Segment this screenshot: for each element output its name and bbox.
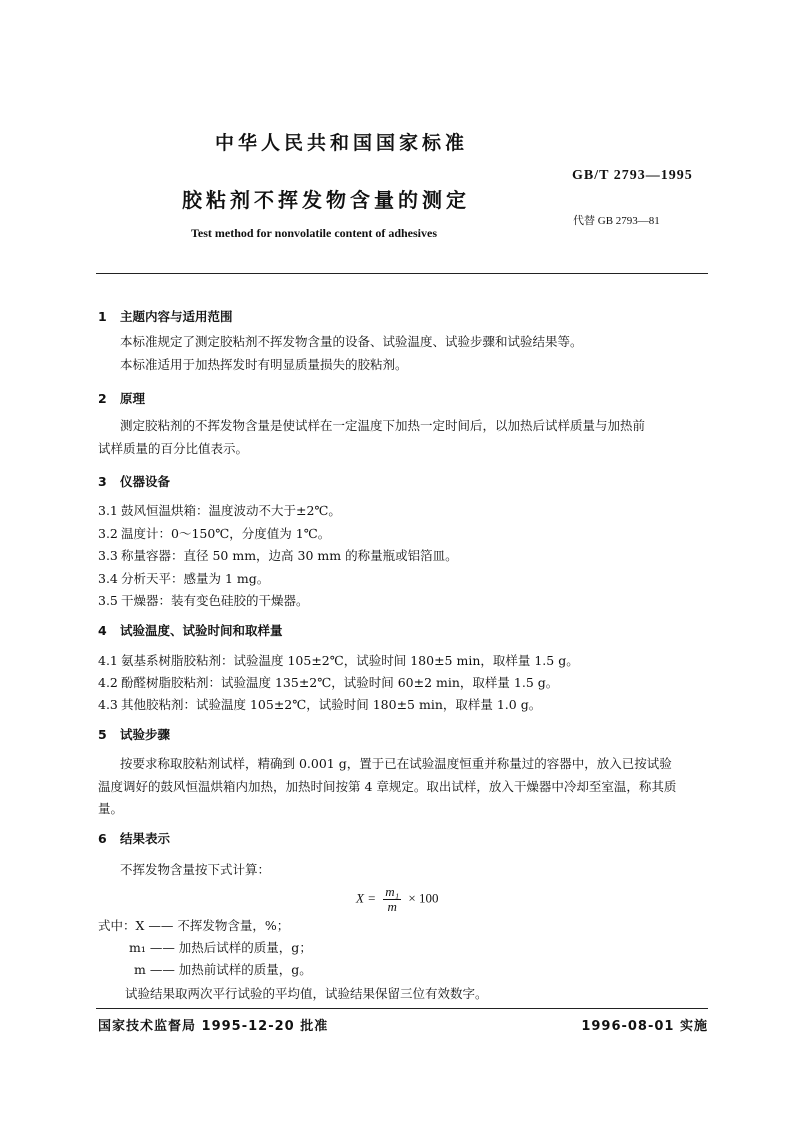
formula-where-m1: m₁ —— 加热后试样的质量，g；: [129, 940, 312, 955]
list-item: [98, 695, 541, 713]
item-number: 3.4: [98, 571, 118, 586]
formula-lhs: X =: [356, 890, 376, 906]
section-5-para-line-1: 按要求称取胶粘剂试样，精确到 0.001 g，置于已在试验温度恒重并称量过的容器中，放入已按试验: [120, 756, 672, 771]
section-title: 主题内容与适用范围: [120, 309, 233, 324]
item-number: 3.2: [98, 526, 118, 541]
section-1-para-1: 本标准规定了测定胶粘剂不挥发物含量的设备、试验温度、试验步骤和试验结果等。: [120, 334, 583, 349]
list-item: [98, 569, 269, 587]
item-text: 温度计：0～150℃，分度值为 1℃。: [121, 526, 331, 541]
item-text: 酚醛树脂胶粘剂：试验温度 135±2℃，试验时间 60±2 min，取样量 1.5 g。: [121, 675, 559, 690]
item-number: 3.3: [98, 548, 118, 563]
formula-fraction: [383, 885, 401, 914]
footer-rule: [96, 1008, 708, 1009]
item-text: 分析天平：感量为 1 mg。: [121, 571, 270, 586]
item-text: 鼓风恒温烘箱：温度波动不大于±2℃。: [121, 503, 341, 518]
section-number: 4: [98, 623, 107, 638]
section-title: 试验温度、试验时间和取样量: [120, 623, 283, 638]
section-1-heading: [98, 307, 233, 325]
section-title: 原理: [120, 391, 146, 406]
section-2-para-line-1: 测定胶粘剂的不挥发物含量是使试样在一定温度下加热一定时间后，以加热后试样质量与加热前: [120, 418, 646, 433]
list-item: [98, 546, 458, 564]
formula-numerator: m₁: [385, 884, 400, 899]
item-number: 3.1: [98, 503, 118, 518]
section-number: 1: [98, 309, 107, 324]
national-standard-heading: 中华人民共和国国家标准: [215, 132, 469, 154]
section-title: 结果表示: [120, 831, 171, 846]
item-text: 氨基系树脂胶粘剂：试验温度 105±2℃，试验时间 180±5 min，取样量 1.5 g。: [121, 653, 579, 668]
item-text: 干燥器：装有变色硅胶的干燥器。: [121, 593, 309, 608]
standard-number: GB/T 2793—1995: [572, 168, 693, 183]
section-5-para-line-2: 温度调好的鼓风恒温烘箱内加热，加热时间按第 4 章规定。取出试样，放入干燥器中冷却至室温，称其质: [98, 779, 677, 794]
item-number: 4.2: [98, 675, 118, 690]
document-title-en: Test method for nonvolatile content of adhesives: [191, 226, 437, 240]
section-number: 3: [98, 474, 107, 489]
approval-note: 国家技术监督局 1995-12-20 批准: [98, 1019, 329, 1034]
header-rule: [96, 273, 708, 274]
formula-intro: 不挥发物含量按下式计算：: [120, 862, 271, 877]
section-5-para-line-3: 量。: [98, 801, 124, 816]
list-item: [98, 524, 330, 542]
formula: [356, 885, 438, 914]
section-3-heading: [98, 472, 170, 490]
item-number: 4.3: [98, 697, 118, 712]
section-number: 5: [98, 727, 107, 742]
item-text: 称量容器：直径 50 mm，边高 30 mm 的称量瓶或铝箔皿。: [121, 548, 458, 563]
formula-rhs: × 100: [408, 890, 439, 906]
section-number: 2: [98, 391, 107, 406]
implementation-date: 1996-08-01 实施: [581, 1019, 708, 1034]
item-number: 3.5: [98, 593, 118, 608]
section-4-heading: [98, 621, 283, 639]
formula-where-m: m —— 加热前试样的质量，g。: [134, 962, 312, 977]
item-text: 其他胶粘剂：试验温度 105±2℃，试验时间 180±5 min，取样量 1.0 g。: [121, 697, 542, 712]
section-1-para-2: 本标准适用于加热挥发时有明显质量损失的胶粘剂。: [120, 357, 408, 372]
section-2-para-line-2: 试样质量的百分比值表示。: [98, 441, 249, 456]
list-item: [98, 591, 309, 609]
item-number: 4.1: [98, 653, 118, 668]
document-title-cn: 胶粘剂不挥发物含量的测定: [182, 188, 470, 212]
section-title: 仪器设备: [120, 474, 171, 489]
section-2-heading: [98, 389, 145, 407]
list-item: [98, 501, 341, 519]
section-title: 试验步骤: [120, 727, 171, 742]
section-5-heading: [98, 725, 170, 743]
replaces-note: 代替 GB 2793—81: [573, 215, 660, 227]
formula-denominator: m: [387, 899, 397, 914]
list-item: [98, 673, 558, 691]
formula-where-x: 式中：X —— 不挥发物含量，%；: [98, 918, 290, 933]
list-item: [98, 651, 579, 669]
conclusion-text: 试验结果取两次平行试验的平均值，试验结果保留三位有效数字。: [125, 986, 488, 1001]
section-6-heading: [98, 829, 170, 847]
section-number: 6: [98, 831, 107, 846]
